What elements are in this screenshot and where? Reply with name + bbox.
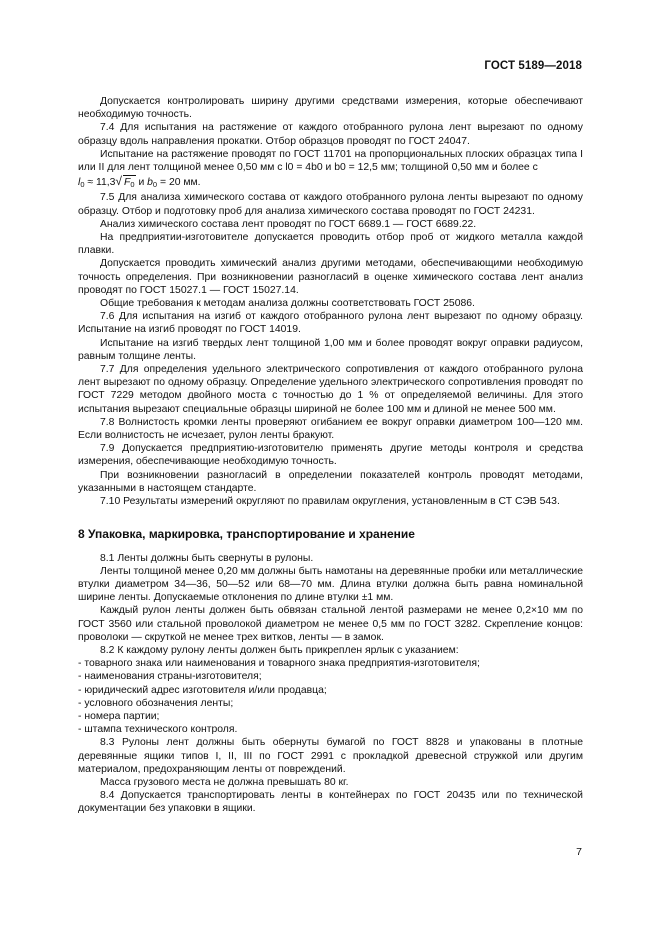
paragraph-7-9: 7.9 Допускается предприятию-изготовителю применять другие методы контроля и средства измерения, обеспечивающие необходимую точность. (78, 443, 583, 468)
paragraph: Анализ химического состава лент проводят по ГОСТ 6689.1 — ГОСТ 6689.22. (100, 218, 477, 230)
list-item: - номера партии; (78, 710, 160, 722)
formula-l-symbol: l (78, 177, 81, 189)
paragraph: При возникновении разногласий в определении показателей контроль проводят методами, указанными в настоящем стандарте. (78, 469, 583, 494)
formula-sqrt-content (123, 175, 136, 191)
formula-b-value: = 20 мм. (159, 177, 201, 189)
paragraph: Допускается контролировать ширину другими средствами измерения, которые обеспечивают необходимую точность. (78, 96, 583, 121)
formula-sub-zero: 0 (80, 180, 85, 190)
paragraph-7-10: 7.10 Результаты измерений округляют по правилам округления, установленным в СТ СЭВ 543. (100, 496, 560, 508)
paragraph-7-5: 7.5 Для анализа химического состава от каждого отобранного рулона ленты вырезают по одному образцу. Отбор и подготовку проб для анализа химического состава проводят по ГОСТ 24231. (78, 192, 583, 217)
sqrt-sign: √ (115, 174, 123, 189)
formula-f-sub: 0 (130, 180, 135, 190)
formula-f-symbol: F (124, 177, 131, 189)
page-number: 7 (576, 846, 582, 858)
paragraph-7-7: 7.7 Для определения удельного электрического сопротивления от каждого отобранного рулона лент вырезают по одному образцу. Определение удельного электрического сопротивления проводят по ГОСТ 7229 методом двойного моста с точностью до 1 % от определяемой величины. Для этого испытания вырезают специальные образцы шириной не более 100 мм и длиной не менее 500 мм. (78, 364, 583, 415)
list-item: - наименования страны-изготовителя; (78, 671, 262, 683)
formula-approx: ≈ 11,3 (87, 177, 116, 189)
paragraph: На предприятии-изготовителе допускается проводить отбор проб от жидкого металла каждой плавки. (78, 232, 583, 257)
paragraph: Испытание на изгиб твердых лент толщиной 1,00 мм и более проводят вокруг оправки радиусом, равным толщине ленты. (78, 337, 583, 362)
list-item: - товарного знака или наименования и товарного знака предприятия-изготовителя; (78, 658, 480, 670)
document-body (78, 95, 583, 816)
paragraph: Допускается проводить химический анализ другими методами, обеспечивающими необходимую точность определения. При возникновении разногласий в оценке химического состава лент анализ проводят по ГОСТ 15027.1 — ГОСТ 15027.14. (78, 258, 583, 296)
paragraph-7-4: 7.4 Для испытания на растяжение от каждого отобранного рулона лент вырезают по одному образцу вдоль направления прокатки. Отбор образцов проводят по ГОСТ 24047. (78, 122, 583, 147)
paragraph-7-8: 7.8 Волнистость кромки ленты проверяют огибанием ее вокруг оправки диаметром 100—120 мм. Если волнистость не исчезает, рулон ленты бракуют. (78, 416, 583, 442)
list-item: - штампа технического контроля. (78, 724, 238, 736)
paragraph: Ленты толщиной менее 0,20 мм должны быть намотаны на деревянные пробки или металлические втулки диаметром 34—36, 50—52 или 68—70 мм. Длина втулки должна быть равна номинальной ширине ленты. Допускаемые отклонения по длине втулки ±1 мм. (78, 565, 583, 604)
standard-header: ГОСТ 5189—2018 (484, 60, 582, 72)
formula-and: и (138, 177, 145, 189)
paragraph-tensile-test (78, 148, 583, 174)
paragraph: Каждый рулон ленты должен быть обвязан стальной лентой размерами не менее 0,2×10 мм по ГОСТ 3560 или стальной проволокой диаметром не менее 0,5 мм по ГОСТ 3282. Скрепление концов: проволоки — скруткой не менее трех витков, ленты — в замок. (78, 605, 583, 643)
paragraph-8-2: 8.2 К каждому рулону ленты должен быть прикреплен ярлык с указанием: (100, 644, 459, 656)
formula-line (78, 174, 583, 191)
formula-b-symbol: b (147, 177, 153, 189)
formula-b-sub: 0 (152, 180, 158, 190)
paragraph: Общие требования к методам анализа должны соответствовать ГОСТ 25086. (100, 298, 475, 310)
section-8-title: 8 Упаковка, маркировка, транспортирование и хранение (78, 527, 415, 542)
tensile-text: Испытание на растяжение проводят по ГОСТ 11701 на пропорциональных плоских образцах типа I или II для лент толщиной менее 0,50 мм с l0 = 4b0 и b0 = 12,5 мм; толщиной 0,50 мм и более с (78, 148, 583, 174)
list-item: - юридический адрес изготовителя и/или продавца; (78, 684, 327, 696)
paragraph-8-4: 8.4 Допускается транспортировать ленты в контейнерах по ГОСТ 20435 или по технической документации без упаковки в ящики. (78, 790, 583, 815)
paragraph-7-6: 7.6 Для испытания на изгиб от каждого отобранного рулона лент вырезают по одному образцу. Испытание на изгиб проводят по ГОСТ 14019. (78, 311, 583, 336)
paragraph: Масса грузового места не должна превышать 80 кг. (100, 776, 349, 788)
paragraph-8-1: 8.1 Ленты должны быть свернуты в рулоны. (100, 552, 314, 564)
paragraph-8-3: 8.3 Рулоны лент должны быть обернуты бумагой по ГОСТ 8828 и упакованы в плотные деревянные ящики типов I, II, III по ГОСТ 2991 с прокладкой древесной стружкой или другим материалом, предохраняющим ленты от повреждений. (78, 737, 583, 775)
list-item: - условного обозначения ленты; (78, 697, 234, 709)
